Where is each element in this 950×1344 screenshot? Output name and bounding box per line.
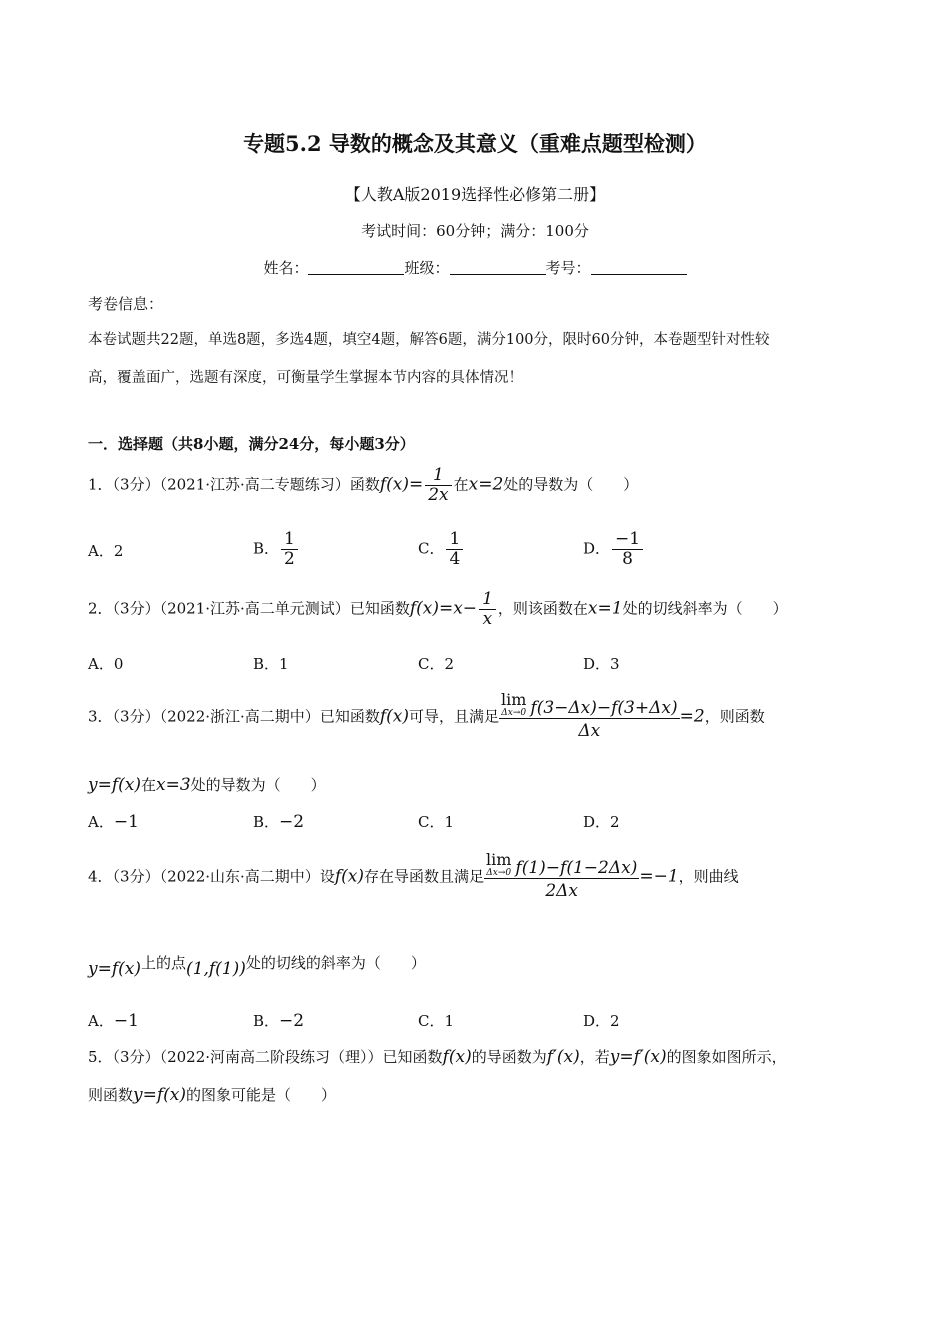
info-heading: 考卷信息：	[88, 295, 164, 313]
question-4-line-2: y=f(x)上的点(1,f(1))处的切线的斜率为（ ）	[88, 954, 426, 979]
option-d[interactable]: D．3	[583, 655, 620, 673]
limit-value: =2	[679, 706, 705, 727]
question-text: 存在导函数且满足	[363, 867, 484, 886]
option-d[interactable]: D．2	[583, 1012, 620, 1030]
question-text: 已知函数	[319, 707, 380, 726]
question-3	[88, 692, 765, 743]
question-source: （2021·江苏·高二单元测试）	[159, 599, 350, 618]
option-c[interactable]: C．1	[418, 1012, 455, 1030]
question-source: （2022·山东·高二期中）	[159, 867, 320, 886]
derivative-expression: f′(x)	[546, 1047, 580, 1067]
fraction: $\frac{1}{x}$	[479, 590, 496, 629]
option-b[interactable]: B． $\frac{1}{2}$	[253, 530, 300, 569]
option-a[interactable]: A．−1	[88, 1011, 139, 1031]
page-subtitle: 【人教A版2019选择性必修第二册】	[344, 185, 606, 204]
function-expression: f(x)	[334, 866, 364, 887]
option-c[interactable]: C．2	[418, 655, 455, 673]
option-d[interactable]: D． $\frac{-1}{8}$	[583, 530, 645, 569]
info-line-2: 高，覆盖面广，选题有深度，可衡量学生掌握本节内容的具体情况！	[88, 370, 523, 386]
question-number: 5．	[88, 1048, 113, 1066]
option-a[interactable]: A．−1	[88, 812, 139, 832]
option-b[interactable]: B．−2	[253, 1011, 305, 1031]
question-points: （3分）	[112, 475, 160, 494]
question-points: （3分）	[112, 707, 160, 726]
name-label: 姓名：	[263, 259, 309, 277]
question-source: （2022·河南高二阶段练习（理））	[159, 1048, 383, 1066]
question-text: 函数	[349, 475, 380, 494]
limit-fraction: lim Δx→0 f(1)−f(1−2Δx) 2Δx	[486, 850, 638, 901]
question-text: 已知函数	[382, 1048, 443, 1066]
question-2	[88, 590, 788, 629]
question-text: 处的导数为（ ）	[503, 475, 639, 494]
question-points: （3分）	[112, 1048, 160, 1066]
question-text: 处的切线斜率为（ ）	[622, 599, 788, 618]
question-text: 的图象如图所示，	[666, 1048, 787, 1066]
number-label: 考号：	[545, 259, 591, 277]
question-4	[88, 852, 739, 903]
option-b[interactable]: B．−2	[253, 812, 305, 832]
option-a[interactable]: A．2	[88, 542, 124, 560]
question-text: ，则函数	[704, 707, 765, 726]
class-label: 班级：	[404, 259, 450, 277]
class-blank[interactable]	[450, 260, 546, 275]
question-text: 在	[453, 475, 469, 494]
question-text: ，则该函数在	[497, 599, 588, 618]
question-number: 2．	[88, 599, 113, 618]
question-text: ，若	[579, 1048, 610, 1066]
option-a[interactable]: A．0	[88, 655, 124, 673]
derivative-graph-expression: y=f′(x)	[609, 1047, 667, 1067]
question-3-line-2: y=f(x)在x=3处的导数为（ ）	[88, 775, 326, 795]
number-blank[interactable]	[591, 260, 687, 275]
function-expression: f(x)	[379, 706, 409, 727]
option-c[interactable]: C．1	[418, 813, 455, 831]
x-value: x=2	[468, 474, 504, 495]
fraction: $\frac{1}{2x}$	[425, 466, 451, 505]
function-expression: f(x)	[442, 1047, 472, 1067]
name-blank[interactable]	[308, 260, 404, 275]
x-value: x=1	[587, 598, 623, 619]
option-b[interactable]: B．1	[253, 655, 289, 673]
question-text: 可导，且满足	[408, 707, 499, 726]
option-c[interactable]: C． $\frac{1}{4}$	[418, 530, 465, 569]
limit-value: =−1	[639, 866, 679, 887]
function-expression: f(x)=	[379, 474, 424, 495]
question-5-line-2: 则函数y=f(x)的图象可能是（ ）	[88, 1085, 337, 1105]
question-number: 3．	[88, 707, 113, 726]
option-d[interactable]: D．2	[583, 813, 620, 831]
question-number: 1．	[88, 475, 113, 494]
question-text: 的导函数为	[471, 1048, 547, 1066]
section-heading: 一．选择题（共8小题，满分24分，每小题3分）	[88, 435, 415, 453]
question-text: 设	[319, 867, 335, 886]
function-expression: f(x)=x−	[409, 598, 478, 619]
question-text: ，则曲线	[678, 867, 739, 886]
student-info-fields	[0, 257, 950, 278]
page-title: 专题5.2 导数的概念及其意义（重难点题型检测）	[243, 131, 707, 156]
question-5	[88, 1046, 787, 1067]
exam-time-info: 考试时间：60分钟；满分：100分	[361, 222, 589, 240]
limit-fraction: lim Δx→0 f(3−Δx)−f(3+Δx) Δx	[501, 690, 678, 741]
question-1	[88, 466, 638, 505]
question-number: 4．	[88, 867, 113, 886]
question-points: （3分）	[112, 599, 160, 618]
question-source: （2022·浙江·高二期中）	[159, 707, 320, 726]
question-points: （3分）	[112, 867, 160, 886]
question-source: （2021·江苏·高二专题练习）	[159, 475, 350, 494]
question-text: 已知函数	[349, 599, 410, 618]
info-line-1: 本卷试题共22题，单选8题，多选4题，填空4题，解答6题，满分100分，限时60分钟，本卷题型针对性较	[88, 332, 770, 348]
